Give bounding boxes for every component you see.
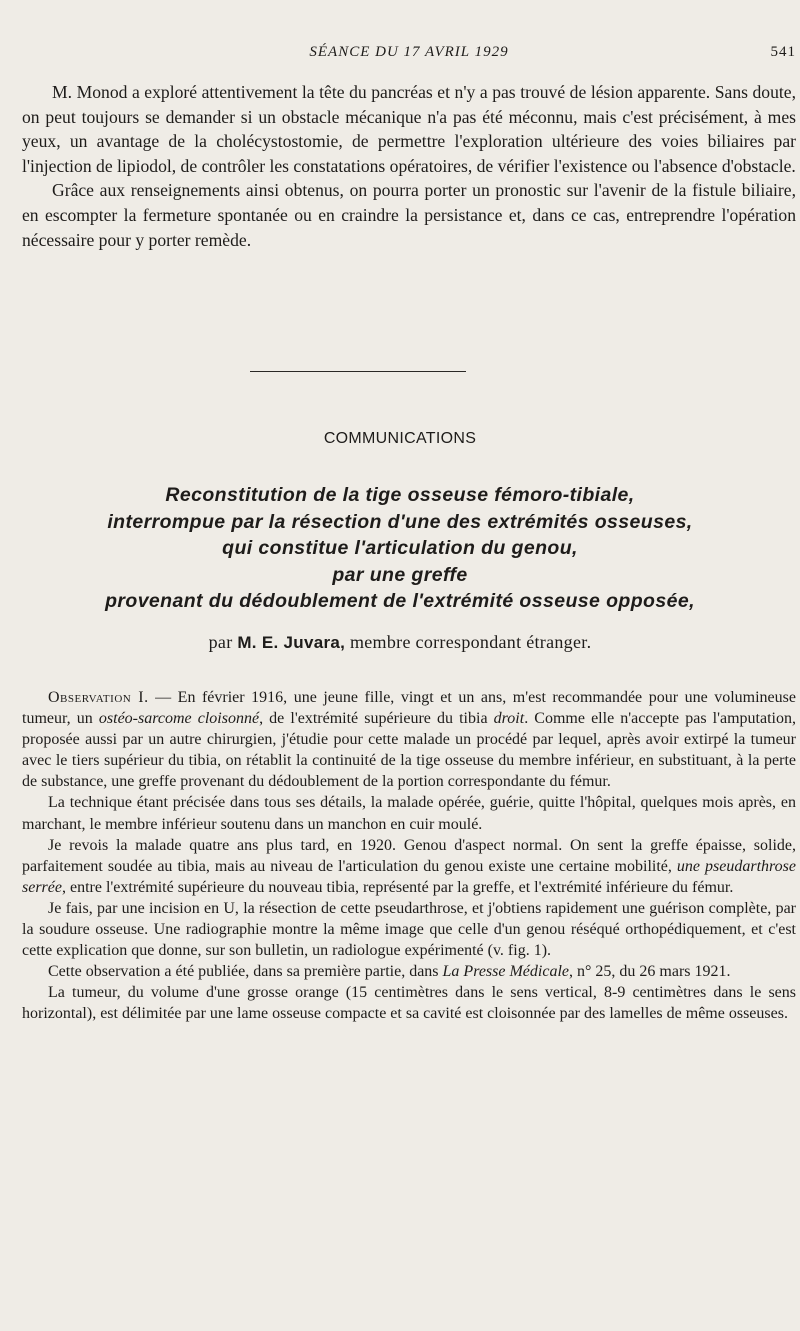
section-heading: COMMUNICATIONS bbox=[323, 430, 477, 447]
body-paragraph-6: La tumeur, du volume d'une grosse orange (15 centimètres dans le sens vertical, 8-9 centimètres dans le sens horizontal), est délimitée par une lame osseuse compacte et sa cavité est cloisonnée par des lamelles de même osseuses. bbox=[22, 984, 796, 1023]
journal-title: La Presse Médicale bbox=[442, 963, 569, 981]
italic-term: droit bbox=[493, 710, 525, 728]
article-body bbox=[22, 687, 796, 1025]
italic-term: une pseudarthrose serrée bbox=[22, 857, 797, 896]
page-number: 541 bbox=[770, 44, 796, 60]
intro-text bbox=[22, 80, 796, 252]
running-title: SÉANCE DU 17 AVRIL 1929 bbox=[309, 44, 509, 60]
body-paragraph-3 bbox=[22, 835, 796, 898]
body-paragraph-1 bbox=[22, 687, 796, 792]
title-line: qui constitue l'articulation du genou, bbox=[222, 537, 578, 559]
byline-prefix: par bbox=[208, 632, 233, 652]
text-run: Je revois la malade quatre ans plus tard, en 1920. Genou d'aspect normal. On sent la greffe épaisse, solide, parfaitement soudée au tibia, mais au niveau de l'articulation du genou existe une certaine mobilité, bbox=[22, 836, 796, 875]
body-paragraph-4: Je fais, par une incision en U, la résection de cette pseudarthrose, et j'obtiens rapidement une guérison complète, par la soudure osseuse. Une radiographie montre la même image que celle d'un genou réséqué orthopédiquement, et c'est cette explication que donne, sur son bulletin, un radiologue expérimenté (v. fig. 1). bbox=[22, 899, 796, 960]
observation-label: Observation I. bbox=[48, 689, 149, 706]
title-line: par une greffe bbox=[332, 563, 468, 586]
text-run: , de l'extrémité supérieure du tibia bbox=[259, 710, 494, 728]
body-paragraph-2: La technique étant précisée dans tous ses détails, la malade opérée, guérie, quitte l'hôpital, quelques mois après, en marchant, le membre inférieur soutenu dans un manchon en cuir moulé. bbox=[22, 794, 796, 833]
author-role: membre correspondant étranger. bbox=[349, 632, 592, 652]
title-line: interrompue par la résection d'une des extrémités osseuses, bbox=[107, 510, 693, 533]
text-run: . Comme elle n'accepte pas l'amputation, proposée aussi par un autre chirurgien, j'étudie pour cette malade un procédé par lequel, après avoir extirpé la tumeur avec le tiers supérieur du tibia, on rétablit la continuité de la tige osseuse du membre inférieur, en substituant, à la perte de substance, une greffe provenant du dédoublement de la portion correspondante du fémur. bbox=[22, 710, 796, 791]
text-run: , n° 25, du 26 mars 1921. bbox=[569, 963, 731, 981]
intro-paragraph-2: Grâce aux renseignements ainsi obtenus, on pourra porter un pronostic sur l'avenir de la fistule biliaire, en escompter la fermeture spontanée ou en craindre la persistance et, dans ce cas, entreprendre l'opération nécessaire pour y porter remède. bbox=[22, 180, 796, 250]
section-divider bbox=[250, 371, 466, 372]
article-title bbox=[10, 482, 790, 615]
text-run: — En février 1916, une jeune fille, vingt et un ans, m'est recommandée pour une volumineuse tumeur, un bbox=[22, 689, 796, 728]
text-run: , entre l'extrémité supérieure du nouveau tibia, représenté par la greffe, et l'extrémité inférieure du fémur. bbox=[61, 878, 734, 896]
title-line: provenant du dédoublement de l'extrémité osseuse opposée, bbox=[105, 590, 695, 612]
italic-term: ostéo-sarcome cloisonné bbox=[98, 710, 260, 728]
intro-paragraph-1: M. Monod a exploré attentivement la tête du pancréas et n'y a pas trouvé de lésion apparente. Sans doute, on peut toujours se demander si un obstacle mécanique n'a pas été méconnu, mais c'est précisément, à mes yeux, un avantage de la cholécystostomie, de permettre l'exploration ultérieure des voies biliaires par l'injection de lipiodol, de contrôler les constatations opératoires, de vérifier l'existence ou l'absence d'obstacle. bbox=[22, 82, 796, 176]
byline bbox=[0, 632, 800, 653]
title-line: Reconstitution de la tige osseuse fémoro-tibiale, bbox=[165, 484, 635, 506]
text-run: Cette observation a été publiée, dans sa première partie, dans bbox=[48, 963, 443, 981]
body-paragraph-5 bbox=[22, 961, 796, 982]
author-name: M. E. Juvara, bbox=[237, 633, 346, 652]
